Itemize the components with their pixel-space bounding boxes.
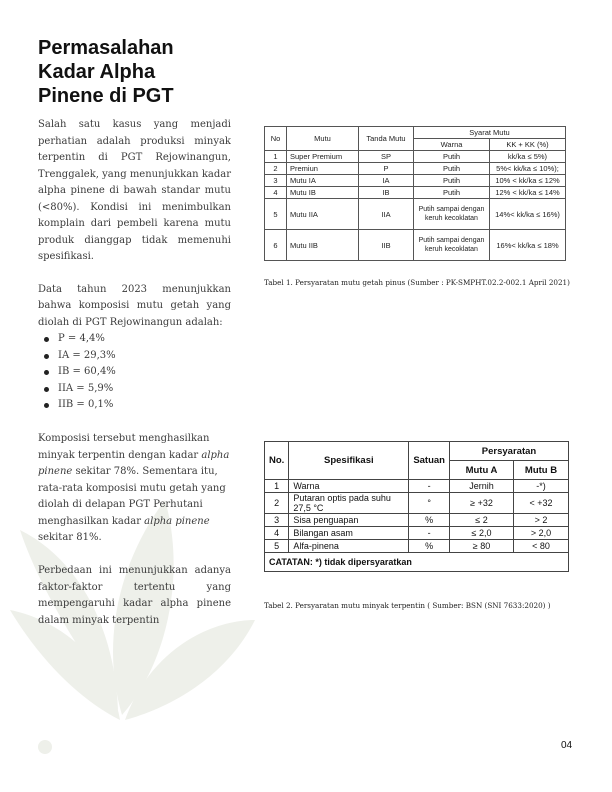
paragraph-result-emphasis: alpha pinene (144, 515, 210, 527)
table-note-row (265, 553, 569, 572)
table-header: No (265, 127, 287, 151)
table-cell: 3 (265, 514, 289, 527)
table-header: KK + KK (%) (490, 139, 566, 151)
paragraph-conclusion: Perbedaan ini menunjukkan adanya faktor-faktor tertentu yang mempengaruhi kadar alpha pinene dalam minyak terpentin (38, 565, 231, 626)
table-header: Mutu B (514, 461, 569, 480)
list-item: IA = 29,3% (44, 348, 231, 365)
table-cell: 5%< kk/ka ≤ 10%); (490, 163, 566, 175)
title-line: Kadar Alpha (38, 61, 156, 83)
table-cell: > 2 (514, 514, 569, 527)
table-row (265, 527, 569, 540)
table-cell: ≤ 2 (450, 514, 514, 527)
table-cell: 16%< kk/ka ≤ 18% (490, 230, 566, 261)
table-header: Mutu (287, 127, 359, 151)
table-cell: Mutu IB (287, 187, 359, 199)
table-cell: > 2,0 (514, 527, 569, 540)
table-note: CATATAN: *) tidak dipersyaratkan (265, 553, 569, 572)
table-cell: ° (409, 493, 450, 514)
list-item: IB = 60,4% (44, 364, 231, 381)
paragraph-result-part: sekitar 81%. (38, 532, 102, 543)
table-1-caption: Tabel 1. Persyaratan mutu getah pinus (Sumber : PK-SMPHT.02.2-002.1 April 2021) (264, 278, 570, 287)
table-row (265, 187, 566, 199)
list-item: P = 4,4% (44, 331, 231, 348)
table-mutu-getah (264, 126, 566, 261)
left-column (38, 117, 231, 414)
table-cell: Putih (414, 151, 490, 163)
table-cell: kk/ka ≤ 5%) (490, 151, 566, 163)
table-cell: 4 (265, 187, 287, 199)
table-cell: Putaran optis pada suhu 27,5 °C (289, 493, 409, 514)
table-cell: Putih sampai dengan keruh kecoklatan (414, 230, 490, 261)
paragraph-composition: Data tahun 2023 menunjukkan bahwa komposisi mutu getah yang diolah di PGT Rejowinangun adalah: (38, 283, 231, 328)
table-cell: SP (359, 151, 414, 163)
table-header: Warna (414, 139, 490, 151)
table-cell: < +32 (514, 493, 569, 514)
page-number: 04 (561, 740, 573, 751)
table-row (265, 230, 566, 261)
table-cell: 1 (265, 151, 287, 163)
table-2-caption: Tabel 2. Persyaratan mutu minyak terpentin ( Sumber: BSN (SNI 7633:2020) ) (264, 601, 551, 610)
table-header: No. (265, 442, 289, 480)
table-row (265, 175, 566, 187)
table-cell: IB (359, 187, 414, 199)
table-row (265, 540, 569, 553)
table-cell: - (409, 527, 450, 540)
table-cell: P (359, 163, 414, 175)
table-cell: Jernih (450, 480, 514, 493)
paragraph-result-emphasis: alpha pinene (38, 449, 230, 477)
table-cell: 2 (265, 493, 289, 514)
paragraph-result-part: sekitar 78%. Sementara itu, rata-rata komposisi mutu getah yang diolah di delapan PGT Perhutani menghasilkan kadar (38, 466, 226, 527)
table-cell: Premiun (287, 163, 359, 175)
table-header: Spesifikasi (289, 442, 409, 480)
table-cell: 12% < kk/ka ≤ 14% (490, 187, 566, 199)
table-cell: Putih (414, 163, 490, 175)
table-cell: Mutu IIB (287, 230, 359, 261)
table-cell: Sisa penguapan (289, 514, 409, 527)
table-row (265, 151, 566, 163)
table-cell: IIA (359, 199, 414, 230)
table-cell: 5 (265, 540, 289, 553)
paragraph-result-part: Komposisi tersebut menghasilkan minyak terpentin dengan kadar (38, 433, 210, 461)
table-cell: -*) (514, 480, 569, 493)
table-mutu-terpentin (264, 441, 569, 572)
table-row (265, 163, 566, 175)
table-cell: 5 (265, 199, 287, 230)
table-cell: ≥ 80 (450, 540, 514, 553)
table-header: Persyaratan (450, 442, 569, 461)
table-row (265, 514, 569, 527)
table-header: Mutu A (450, 461, 514, 480)
table-cell: Alfa-pinena (289, 540, 409, 553)
table-cell: Bilangan asam (289, 527, 409, 540)
table-cell: Putih (414, 187, 490, 199)
paragraph-intro: Salah satu kasus yang menjadi perhatian adalah produksi minyak terpentin di PGT Rejowinangun, Trenggalek, yang menunjukkan kadar alpha pinene di bawah standar mutu (<80%). Kondisi ini menimbulkan komplain dari pembeli karena mutu produk dianggap tidak memenuhi spesifikasi. (38, 119, 231, 262)
table-header: Satuan (409, 442, 450, 480)
title-line: Permasalahan (38, 37, 174, 59)
table-cell: IIB (359, 230, 414, 261)
decorative-dot (38, 740, 52, 754)
list-item: IIB = 0,1% (44, 397, 231, 414)
table-cell: 6 (265, 230, 287, 261)
paragraph-result (38, 431, 231, 547)
page-title (38, 36, 258, 108)
table-cell: 10% < kk/ka ≤ 12% (490, 175, 566, 187)
table-cell: Mutu IIA (287, 199, 359, 230)
table-cell: % (409, 514, 450, 527)
table-cell: ≥ +32 (450, 493, 514, 514)
table-cell: % (409, 540, 450, 553)
table-cell: Mutu IA (287, 175, 359, 187)
table-cell: Super Premium (287, 151, 359, 163)
table-row (265, 480, 569, 493)
table-header: Tanda Mutu (359, 127, 414, 151)
table-row (265, 199, 566, 230)
table-cell: 4 (265, 527, 289, 540)
table-cell: Putih (414, 175, 490, 187)
list-item: IIA = 5,9% (44, 381, 231, 398)
mutu-composition-list (44, 331, 231, 414)
table-cell: IA (359, 175, 414, 187)
table-row (265, 493, 569, 514)
table-cell: 2 (265, 163, 287, 175)
table-cell: Warna (289, 480, 409, 493)
table-cell: 14%< kk/ka ≤ 16%) (490, 199, 566, 230)
table-cell: < 80 (514, 540, 569, 553)
table-header: Syarat Mutu (414, 127, 566, 139)
table-cell: 1 (265, 480, 289, 493)
table-cell: - (409, 480, 450, 493)
table-cell: 3 (265, 175, 287, 187)
table-cell: Putih sampai dengan keruh kecoklatan (414, 199, 490, 230)
table-cell: ≤ 2,0 (450, 527, 514, 540)
title-line: Pinene di PGT (38, 85, 174, 107)
